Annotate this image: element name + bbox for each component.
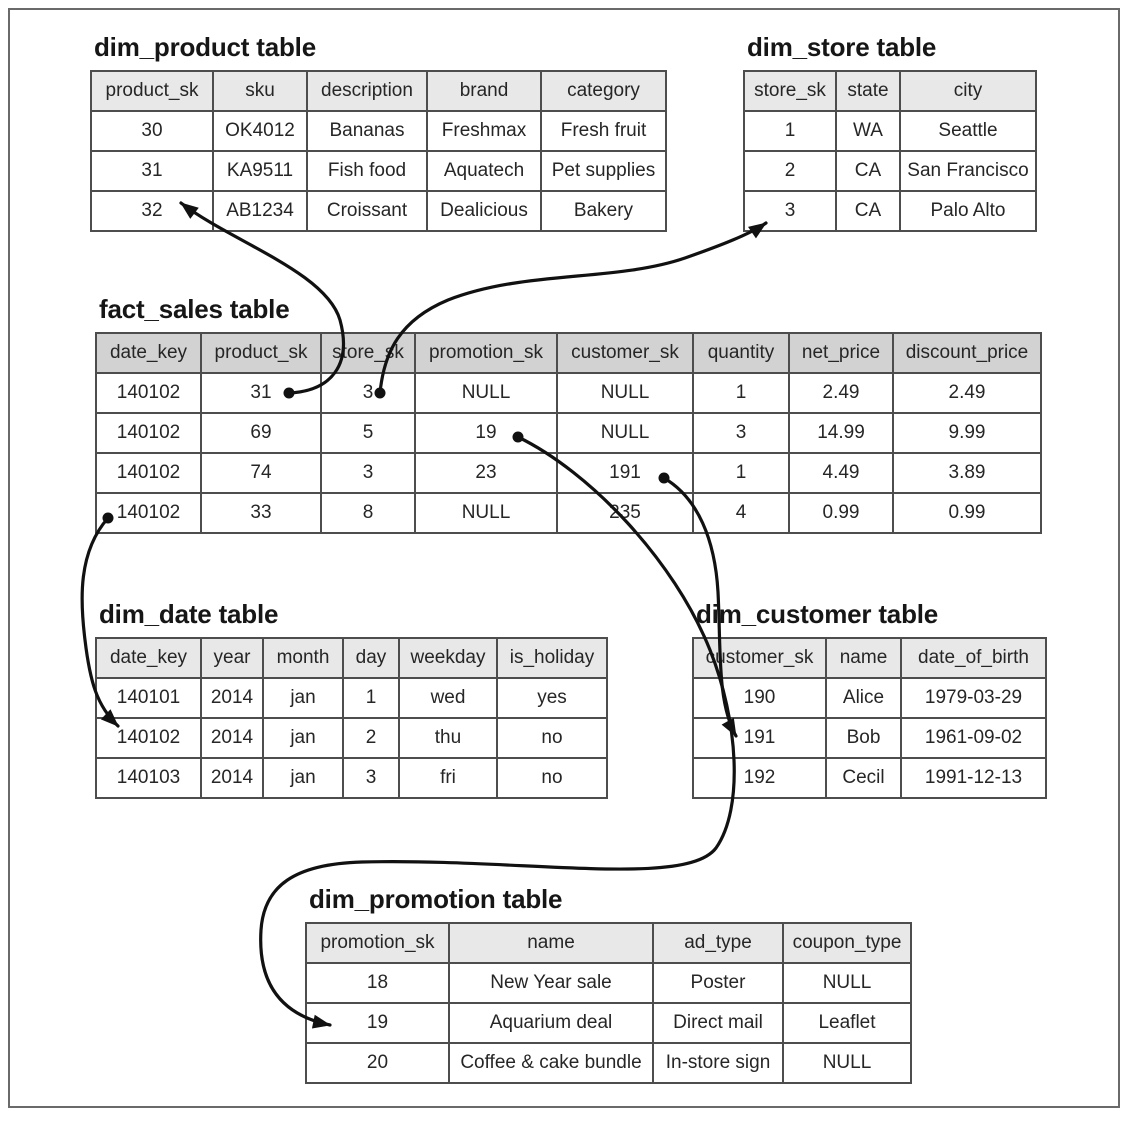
table-cell: fri bbox=[399, 758, 497, 798]
column-header: customer_sk bbox=[693, 638, 826, 678]
table-cell: 0.99 bbox=[789, 493, 893, 533]
table-cell: Fish food bbox=[307, 151, 427, 191]
table-cell: 140103 bbox=[96, 758, 201, 798]
fact-sales-table bbox=[95, 295, 1042, 534]
table-cell: Dealicious bbox=[427, 191, 541, 231]
table-cell: Fresh fruit bbox=[541, 111, 666, 151]
column-header: year bbox=[201, 638, 263, 678]
dim-date-title: dim_date table bbox=[99, 599, 279, 629]
dim-store-table bbox=[743, 33, 1037, 232]
table-row bbox=[91, 191, 666, 231]
table-row bbox=[306, 1003, 911, 1043]
table-cell: 3 bbox=[321, 373, 415, 413]
column-header: date_key bbox=[96, 333, 201, 373]
header-row bbox=[96, 638, 607, 678]
dim-product-table bbox=[90, 33, 667, 232]
dim-store-title: dim_store table bbox=[747, 32, 937, 62]
table-cell: 19 bbox=[415, 413, 557, 453]
table-cell: wed bbox=[399, 678, 497, 718]
table-cell: Pet supplies bbox=[541, 151, 666, 191]
table-cell: 1 bbox=[744, 111, 836, 151]
table-row bbox=[744, 151, 1036, 191]
table-cell: 235 bbox=[557, 493, 693, 533]
table-cell: 1991-12-13 bbox=[901, 758, 1046, 798]
table-cell: 32 bbox=[91, 191, 213, 231]
dim-customer-grid bbox=[692, 637, 1047, 799]
table-cell: 2014 bbox=[201, 678, 263, 718]
column-header: description bbox=[307, 71, 427, 111]
dim-product-grid bbox=[90, 70, 667, 232]
table-row bbox=[306, 1043, 911, 1083]
table-cell: 3 bbox=[693, 413, 789, 453]
table-cell: 1 bbox=[693, 373, 789, 413]
table-cell: 8 bbox=[321, 493, 415, 533]
table-cell: Freshmax bbox=[427, 111, 541, 151]
table-row bbox=[96, 493, 1041, 533]
table-cell: 191 bbox=[557, 453, 693, 493]
dim-promotion-title: dim_promotion table bbox=[309, 884, 563, 914]
column-header: weekday bbox=[399, 638, 497, 678]
table-cell: 140101 bbox=[96, 678, 201, 718]
table-cell: 2.49 bbox=[893, 373, 1041, 413]
fact-sales-grid bbox=[95, 332, 1042, 534]
column-header: discount_price bbox=[893, 333, 1041, 373]
table-cell: 2014 bbox=[201, 758, 263, 798]
table-row bbox=[91, 151, 666, 191]
table-cell: 140102 bbox=[96, 718, 201, 758]
column-header: coupon_type bbox=[783, 923, 911, 963]
table-cell: 30 bbox=[91, 111, 213, 151]
table-cell: Aquarium deal bbox=[449, 1003, 653, 1043]
table-cell: 19 bbox=[306, 1003, 449, 1043]
table-cell: 2.49 bbox=[789, 373, 893, 413]
table-cell: 1 bbox=[693, 453, 789, 493]
table-row bbox=[96, 373, 1041, 413]
table-row bbox=[91, 111, 666, 151]
table-cell: 3 bbox=[343, 758, 399, 798]
column-header: product_sk bbox=[91, 71, 213, 111]
table-cell: NULL bbox=[557, 373, 693, 413]
column-header: city bbox=[900, 71, 1036, 111]
table-row bbox=[96, 678, 607, 718]
table-cell: 4 bbox=[693, 493, 789, 533]
table-cell: 1 bbox=[343, 678, 399, 718]
table-cell: 20 bbox=[306, 1043, 449, 1083]
table-cell: 2 bbox=[744, 151, 836, 191]
table-cell: OK4012 bbox=[213, 111, 307, 151]
dim-customer-table bbox=[692, 600, 1047, 799]
table-cell: 140102 bbox=[96, 453, 201, 493]
table-cell: 33 bbox=[201, 493, 321, 533]
table-cell: 2014 bbox=[201, 718, 263, 758]
table-cell: KA9511 bbox=[213, 151, 307, 191]
table-cell: NULL bbox=[415, 373, 557, 413]
table-row bbox=[306, 963, 911, 1003]
column-header: store_sk bbox=[744, 71, 836, 111]
table-cell: Direct mail bbox=[653, 1003, 783, 1043]
table-cell: AB1234 bbox=[213, 191, 307, 231]
column-header: category bbox=[541, 71, 666, 111]
header-row bbox=[744, 71, 1036, 111]
table-cell: Leaflet bbox=[783, 1003, 911, 1043]
table-cell: no bbox=[497, 758, 607, 798]
table-cell: In-store sign bbox=[653, 1043, 783, 1083]
table-row bbox=[96, 413, 1041, 453]
table-cell: Alice bbox=[826, 678, 901, 718]
column-header: month bbox=[263, 638, 343, 678]
table-cell: Bob bbox=[826, 718, 901, 758]
table-cell: 31 bbox=[201, 373, 321, 413]
table-row bbox=[693, 718, 1046, 758]
column-header: name bbox=[826, 638, 901, 678]
column-header: date_key bbox=[96, 638, 201, 678]
table-cell: 1961-09-02 bbox=[901, 718, 1046, 758]
column-header: promotion_sk bbox=[306, 923, 449, 963]
table-cell: 140102 bbox=[96, 413, 201, 453]
table-cell: 23 bbox=[415, 453, 557, 493]
table-cell: 0.99 bbox=[893, 493, 1041, 533]
table-cell: jan bbox=[263, 758, 343, 798]
column-header: day bbox=[343, 638, 399, 678]
dim-product-title: dim_product table bbox=[94, 32, 316, 62]
column-header: sku bbox=[213, 71, 307, 111]
table-cell: 3.89 bbox=[893, 453, 1041, 493]
column-header: net_price bbox=[789, 333, 893, 373]
table-cell: New Year sale bbox=[449, 963, 653, 1003]
table-cell: 9.99 bbox=[893, 413, 1041, 453]
table-cell: Croissant bbox=[307, 191, 427, 231]
table-cell: 2 bbox=[343, 718, 399, 758]
table-cell: 5 bbox=[321, 413, 415, 453]
table-cell: 31 bbox=[91, 151, 213, 191]
column-header: product_sk bbox=[201, 333, 321, 373]
table-cell: NULL bbox=[783, 1043, 911, 1083]
table-cell: 190 bbox=[693, 678, 826, 718]
column-header: quantity bbox=[693, 333, 789, 373]
table-cell: Aquatech bbox=[427, 151, 541, 191]
table-cell: jan bbox=[263, 678, 343, 718]
column-header: ad_type bbox=[653, 923, 783, 963]
table-row bbox=[744, 191, 1036, 231]
table-cell: 140102 bbox=[96, 373, 201, 413]
header-row bbox=[91, 71, 666, 111]
table-cell: Bananas bbox=[307, 111, 427, 151]
column-header: date_of_birth bbox=[901, 638, 1046, 678]
column-header: is_holiday bbox=[497, 638, 607, 678]
dim-promotion-table bbox=[305, 885, 912, 1084]
table-cell: NULL bbox=[415, 493, 557, 533]
table-cell: 14.99 bbox=[789, 413, 893, 453]
table-cell: Coffee & cake bundle bbox=[449, 1043, 653, 1083]
table-cell: Seattle bbox=[900, 111, 1036, 151]
table-row bbox=[744, 111, 1036, 151]
header-row bbox=[693, 638, 1046, 678]
table-cell: 140102 bbox=[96, 493, 201, 533]
dim-promotion-grid bbox=[305, 922, 912, 1084]
table-cell: 18 bbox=[306, 963, 449, 1003]
dim-date-grid bbox=[95, 637, 608, 799]
table-cell: San Francisco bbox=[900, 151, 1036, 191]
table-row bbox=[96, 718, 607, 758]
table-row bbox=[693, 758, 1046, 798]
table-row bbox=[693, 678, 1046, 718]
table-cell: WA bbox=[836, 111, 900, 151]
column-header: name bbox=[449, 923, 653, 963]
table-cell: yes bbox=[497, 678, 607, 718]
table-cell: CA bbox=[836, 151, 900, 191]
column-header: state bbox=[836, 71, 900, 111]
column-header: brand bbox=[427, 71, 541, 111]
table-cell: thu bbox=[399, 718, 497, 758]
table-cell: Cecil bbox=[826, 758, 901, 798]
table-cell: 1979-03-29 bbox=[901, 678, 1046, 718]
column-header: promotion_sk bbox=[415, 333, 557, 373]
table-cell: jan bbox=[263, 718, 343, 758]
table-cell: Poster bbox=[653, 963, 783, 1003]
table-cell: 74 bbox=[201, 453, 321, 493]
column-header: customer_sk bbox=[557, 333, 693, 373]
table-row bbox=[96, 758, 607, 798]
table-cell: 192 bbox=[693, 758, 826, 798]
dim-date-table bbox=[95, 600, 608, 799]
header-row bbox=[96, 333, 1041, 373]
table-cell: 3 bbox=[321, 453, 415, 493]
dim-store-grid bbox=[743, 70, 1037, 232]
table-cell: 4.49 bbox=[789, 453, 893, 493]
fact-sales-title: fact_sales table bbox=[99, 294, 290, 324]
table-cell: CA bbox=[836, 191, 900, 231]
table-cell: 191 bbox=[693, 718, 826, 758]
header-row bbox=[306, 923, 911, 963]
table-cell: NULL bbox=[557, 413, 693, 453]
table-cell: NULL bbox=[783, 963, 911, 1003]
column-header: store_sk bbox=[321, 333, 415, 373]
table-row bbox=[96, 453, 1041, 493]
table-cell: Bakery bbox=[541, 191, 666, 231]
table-cell: Palo Alto bbox=[900, 191, 1036, 231]
dim-customer-title: dim_customer table bbox=[696, 599, 939, 629]
table-cell: 69 bbox=[201, 413, 321, 453]
table-cell: 3 bbox=[744, 191, 836, 231]
table-cell: no bbox=[497, 718, 607, 758]
